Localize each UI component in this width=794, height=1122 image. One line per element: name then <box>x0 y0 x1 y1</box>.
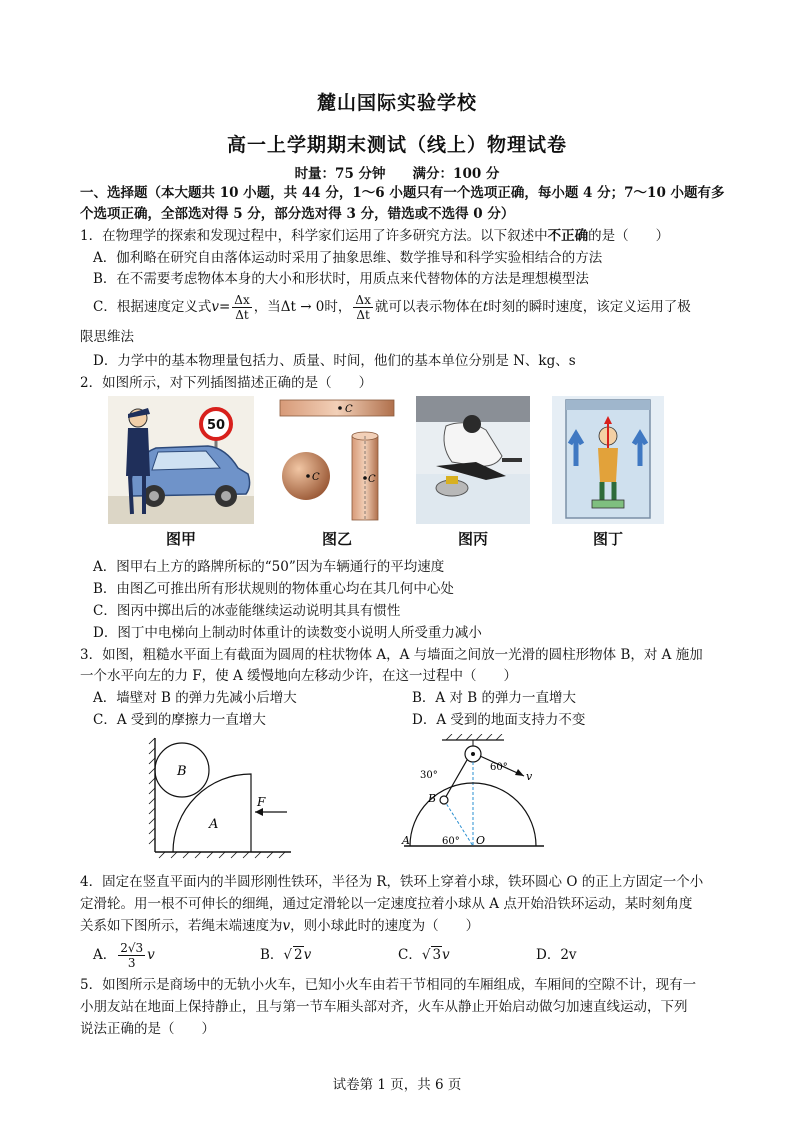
label-c-cylinder: C <box>368 474 376 485</box>
q4-stem-line2: 定滑轮。用一根不可伸长的细绳，通过定滑轮以一定速度拉着小球从 A 点开始沿铁环运动，某时刻角度 <box>80 896 693 912</box>
caption-yi: 图乙 <box>321 530 352 548</box>
figure-ding-elevator <box>552 396 664 524</box>
exam-title: 高一上学期期末测试（线上）物理试卷 <box>226 134 567 156</box>
label-c-ball: C <box>312 472 320 483</box>
section-heading-line1: 一、选择题（本大题共 10 小题，共 44 分，1～6 小题只有一个选项正确，每小题 4 分；7～10 小题有多 <box>80 185 725 201</box>
label-60-top: 60° <box>490 762 508 773</box>
label-30: 30° <box>420 770 438 781</box>
speed-sign-text: 50 <box>206 418 226 433</box>
caption-jia: 图甲 <box>165 530 196 548</box>
q5-stem-line2: 小朋友站在地面上保持静止，且与第一节车厢头部对齐，火车从静止开始启动做匀加速直线运动，下列 <box>80 999 688 1015</box>
label-b: B <box>177 764 187 779</box>
q3-option-a[interactable]: A．墙壁对 B 的弹力先减小后增大 <box>93 690 297 706</box>
school-name: 麓山国际实验学校 <box>316 92 477 114</box>
label-f: F <box>257 795 266 809</box>
q4-stem-line3: 关系如下图所示，若绳末端速度为v，则小球此时的速度为（ ） <box>80 918 480 934</box>
q5-stem-line3: 说法正确的是（ ） <box>80 1021 215 1037</box>
figure-yi-center-of-gravity <box>278 396 396 524</box>
time-and-score: 时量：75 分钟 满分：100 分 <box>294 166 500 182</box>
q3-stem-line2: 一个水平向左的力 F，使 A 缓慢地向左移动少许，在这一过程中（ ） <box>80 668 517 684</box>
q3-option-d[interactable]: D．A 受到的地面支持力不变 <box>412 712 586 728</box>
label-b-point: B <box>428 792 437 805</box>
label-60-bottom: 60° <box>442 836 460 847</box>
q4-option-b[interactable]: B．√ 2v <box>260 947 312 963</box>
label-a-point: A <box>402 834 410 847</box>
q2-option-d[interactable]: D．图丁中电梯向上制动时体重计的读数变小说明人所受重力减小 <box>93 625 482 641</box>
q1-stem: 1．在物理学的探索和发现过程中，科学家们运用了许多研究方法。以下叙述中不正确的是（ ） <box>80 228 670 244</box>
q4-stem-line1: 4．固定在竖直平面内的半圆形刚性铁环，半径为 R，铁环上穿着小球，铁环圆心 O 的正上方固定一个小 <box>80 874 704 890</box>
q3-option-c[interactable]: C．A 受到的摩擦力一直增大 <box>93 712 266 728</box>
label-o-point: O <box>476 834 486 847</box>
q3-figure-wall-cylinders <box>145 734 295 860</box>
q1-option-c-line2: 限思维法 <box>80 329 134 345</box>
q1-option-d[interactable]: D．力学中的基本物理量包括力、质量、时间，他们的基本单位分别是 N、kg、s <box>93 353 576 369</box>
q4-figure-semicircle-pulley <box>398 734 548 860</box>
page-footer: 试卷第 1 页，共 6 页 <box>332 1077 462 1093</box>
figure-jia-car-illustration <box>108 396 254 524</box>
q4-option-d[interactable]: D．2v <box>536 947 577 963</box>
q4-option-a[interactable]: A． $\frac{2√3}{3}$ v <box>93 941 155 970</box>
caption-bing: 图丙 <box>457 530 488 548</box>
q2-option-b[interactable]: B．由图乙可推出所有形状规则的物体重心均在其几何中心处 <box>93 581 454 597</box>
q2-option-a[interactable]: A．图甲右上方的路牌所标的“50”因为车辆通行的平均速度 <box>93 559 445 575</box>
q1-option-a[interactable]: A．伽利略在研究自由落体运动时采用了抽象思维、数学推导和科学实验相结合的方法 <box>93 250 603 266</box>
q2-option-c[interactable]: C．图丙中掷出后的冰壶能继续运动说明其具有惯性 <box>93 603 401 619</box>
label-v: v <box>526 770 533 783</box>
q3-option-b[interactable]: B．A 对 B 的弹力一直增大 <box>412 690 576 706</box>
q3-stem-line1: 3．如图，粗糙水平面上有截面为圆周的柱状物体 A，A 与墙面之间放一光滑的圆柱形物体 B，对 A 施加 <box>80 647 703 663</box>
figure-bing-curling-photo <box>416 396 530 524</box>
q1-option-b[interactable]: B．在不需要考虑物体本身的大小和形状时，用质点来代替物体的方法是理想模型法 <box>93 271 589 287</box>
q5-stem-line1: 5．如图所示是商场中的无轨小火车，已知小火车由若干节相同的车厢组成，车厢间的空隙不计，现有一 <box>80 977 697 993</box>
q4-option-c[interactable]: C．√ 3v <box>398 947 450 963</box>
label-a: A <box>209 817 219 832</box>
caption-ding: 图丁 <box>592 530 623 548</box>
q1-option-c[interactable]: C．根据速度定义式v= $\frac{\Delta x}{\Delta t}$ ，当Δt → 0时， $\frac{\Delta x}{\Delta t}$ 就可以表示物体在t时刻的瞬时速度，该定义运用了极 <box>93 293 691 322</box>
q2-stem: 2．如图所示，对下列插图描述正确的是（ ） <box>80 375 373 391</box>
label-c-bar: C <box>345 404 353 415</box>
section-heading-line2: 个选项正确，全部选对得 5 分，部分选对得 3 分，错选或不选得 0 分） <box>80 206 515 222</box>
